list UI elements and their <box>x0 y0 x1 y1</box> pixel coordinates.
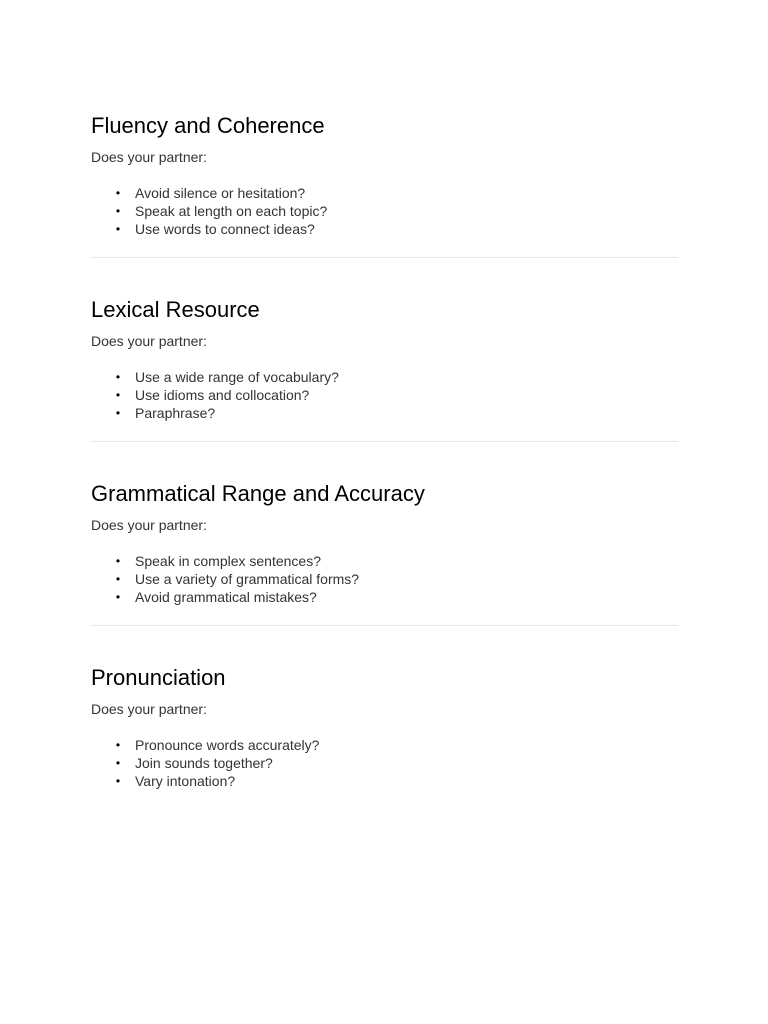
section-intro: Does your partner: <box>91 149 207 165</box>
document-page <box>91 112 678 848</box>
section-title: Lexical Resource <box>91 297 260 322</box>
list-item <box>115 754 678 772</box>
list-item-text: Use idioms and collocation? <box>135 387 310 403</box>
list-item-text: Vary intonation? <box>135 773 236 789</box>
bullet-icon: • <box>115 204 121 218</box>
bullet-icon: • <box>115 186 121 200</box>
list-item-text: Speak at length on each topic? <box>135 203 328 219</box>
section-lexical-resource <box>91 296 678 480</box>
criteria-list <box>91 552 678 606</box>
section-intro: Does your partner: <box>91 333 207 349</box>
bullet-icon: • <box>115 554 121 568</box>
list-item-text: Speak in complex sentences? <box>135 553 321 569</box>
section-intro: Does your partner: <box>91 517 207 533</box>
list-item <box>115 220 678 238</box>
bullet-icon: • <box>115 222 121 236</box>
list-item <box>115 386 678 404</box>
bullet-icon: • <box>115 756 121 770</box>
list-item-text: Avoid grammatical mistakes? <box>135 589 317 605</box>
criteria-list <box>91 368 678 422</box>
section-title: Grammatical Range and Accuracy <box>91 481 425 506</box>
list-item <box>115 588 678 606</box>
bullet-icon: • <box>115 738 121 752</box>
section-title: Pronunciation <box>91 665 226 690</box>
list-item <box>115 570 678 588</box>
bullet-icon: • <box>115 572 121 586</box>
section-divider <box>91 257 678 258</box>
list-item <box>115 368 678 386</box>
list-item <box>115 184 678 202</box>
bullet-icon: • <box>115 370 121 384</box>
section-intro: Does your partner: <box>91 701 207 717</box>
section-grammatical-range-accuracy <box>91 480 678 664</box>
section-title: Fluency and Coherence <box>91 113 325 138</box>
list-item <box>115 202 678 220</box>
list-item <box>115 552 678 570</box>
section-pronunciation <box>91 664 678 848</box>
section-divider <box>91 625 678 626</box>
list-item-text: Paraphrase? <box>135 405 216 421</box>
list-item-text: Use a wide range of vocabulary? <box>135 369 339 385</box>
section-fluency-coherence <box>91 112 678 296</box>
criteria-list <box>91 736 678 790</box>
criteria-list <box>91 184 678 238</box>
section-divider <box>91 441 678 442</box>
list-item-text: Use words to connect ideas? <box>135 221 315 237</box>
list-item-text: Join sounds together? <box>135 755 273 771</box>
bullet-icon: • <box>115 774 121 788</box>
list-item-text: Pronounce words accurately? <box>135 737 320 753</box>
list-item <box>115 736 678 754</box>
list-item <box>115 404 678 422</box>
bullet-icon: • <box>115 590 121 604</box>
list-item-text: Avoid silence or hesitation? <box>135 185 306 201</box>
list-item-text: Use a variety of grammatical forms? <box>135 571 360 587</box>
bullet-icon: • <box>115 406 121 420</box>
bullet-icon: • <box>115 388 121 402</box>
list-item <box>115 772 678 790</box>
